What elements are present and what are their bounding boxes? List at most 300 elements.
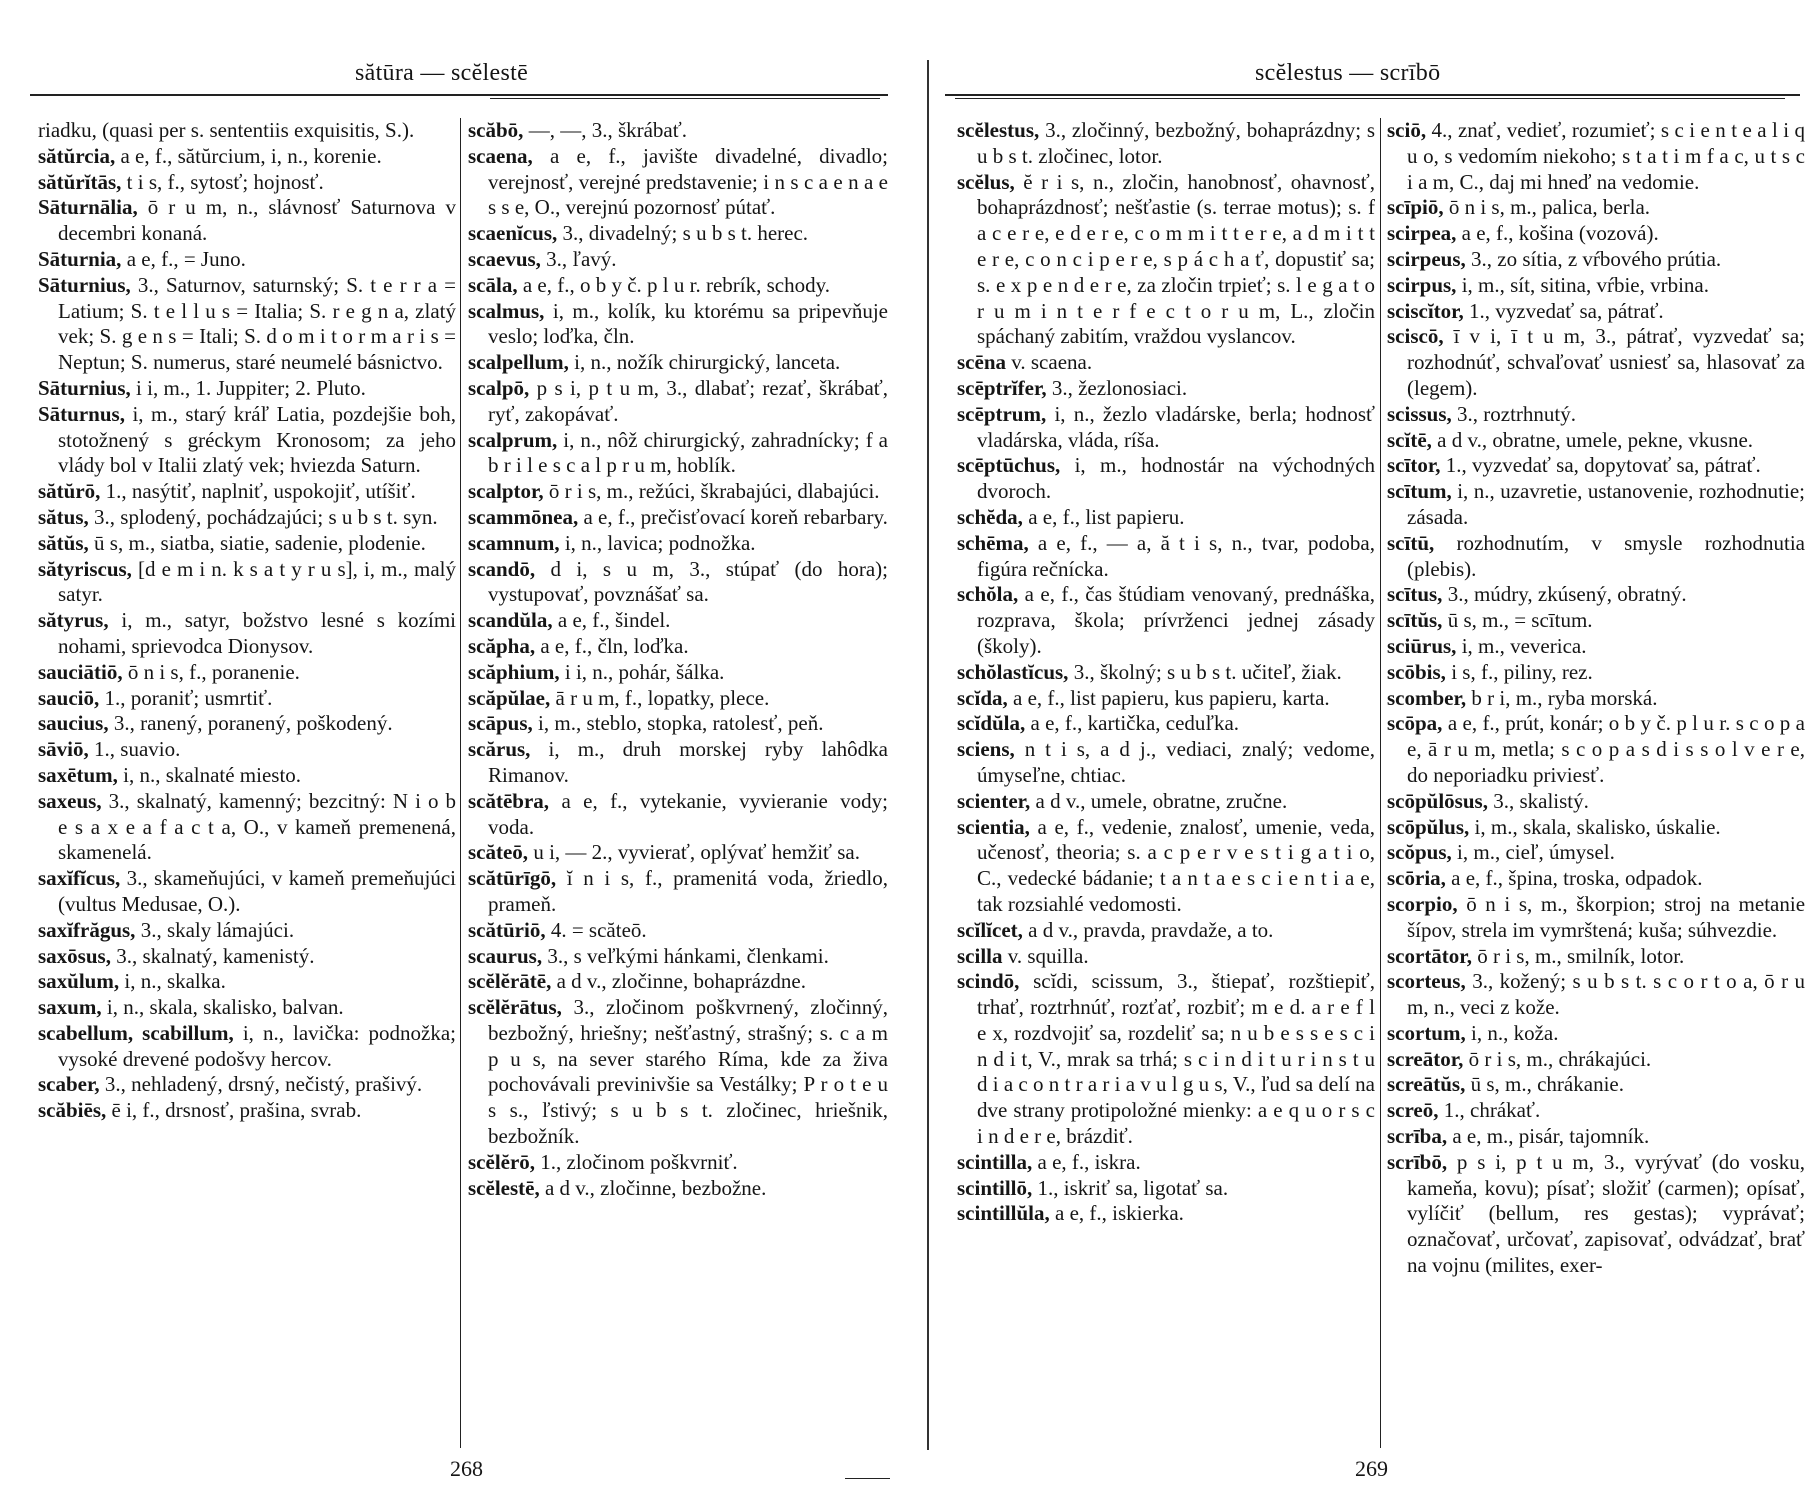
entry-headword: saxētum, [38,762,118,787]
entry-headword: scĭda, [957,685,1008,710]
entry-definition: ō r i s, m., chrákajúci. [1468,1046,1652,1071]
page-header: scĕlestus — scrībō [1255,60,1441,86]
dictionary-entry [38,118,456,144]
dictionary-entry [468,376,888,428]
dictionary-entry [38,1021,456,1073]
dictionary-entry [1387,479,1805,531]
dictionary-entry [1387,969,1805,1021]
entry-headword: scalptor, [468,479,544,504]
entry-definition: a d v., zločinne, bezbožne. [544,1175,767,1200]
entry-definition: ī v i, ī t u m, 3., pátrať, vyzvedať sa; rozhodnúť, schvaľovať usniesť sa, hlasovať za (legem). [1407,324,1805,400]
dictionary-entry [1387,247,1805,273]
entry-headword: scintillŭla, [957,1201,1050,1226]
entry-definition: 3., Saturnov, saturnský; S. t e r r a = Latium; S. t e l l u s = Italia; S. r e g n a, zlatý vek; S. g e n s = Itali; S. d o m i t o r m a r i s = Neptun; S. numerus, staré neumelé básnictvo. [58,272,456,375]
entry-headword: scĕlus, [957,169,1015,194]
entry-headword: sătus, [38,504,89,529]
entry-definition: u i, — 2., vyvierať, oplývať hemžiť sa. [533,840,860,865]
dictionary-entry [957,582,1375,659]
entry-definition: i, m., kolík, ku ktorému sa pripevňuje veslo; loďka, čln. [488,298,888,349]
entry-definition: i, n., skalnaté miesto. [123,762,302,787]
dictionary-entry [1387,402,1805,428]
entry-headword: scītor, [1387,453,1441,478]
entry-headword: scătūrīgō, [468,866,557,891]
header-rule [945,94,1800,96]
entry-headword: Sāturnius, [38,375,131,400]
dictionary-entry [468,479,888,505]
entry-headword: scītum, [1387,479,1452,504]
entry-definition: scĭdi, scissum, 3., štiepať, rozštiepiť, trhať, roztrhnúť, rozťať, rozbiť; m e d. a r e f l e x, rozdvojiť sa, rozdeliť sa; n u b e s s e s c i n d i t, V., mrak sa trhá; s c i n d i t u r i n s t u d i a c o n t r a r i a v u l g u s, V., ľud sa delí na dve strany protipoložné mienky: a e q u o r s c i n d e r e, brázdiť. [977,969,1375,1149]
entry-definition: 1., suavio. [94,737,181,762]
entry-definition: p s i, p t u m, 3., dlabať; rezať, škrábať, ryť, zakopávať. [488,375,888,426]
entry-headword: scorteus, [1387,969,1466,994]
entry-headword: scortātor, [1387,943,1472,968]
dictionary-entry [38,660,456,686]
dictionary-entry [957,686,1375,712]
entry-headword: scaurus, [468,943,543,968]
entry-definition: riadku, (quasi per s. sententiis exquisitis, S.). [38,118,415,142]
entry-headword: scōbis, [1387,659,1446,684]
dictionary-entry [38,1098,456,1124]
entry-definition: 3., ranený, poranený, poškodený. [113,711,393,736]
entry-headword: scĭdŭla, [957,711,1026,736]
dictionary-entry [38,944,456,970]
entry-headword: scărus, [468,737,531,762]
dictionary-entry [38,608,456,660]
entry-headword: saxŭlum, [38,969,120,994]
entry-headword: scaevus, [468,246,541,271]
dictionary-entry [957,531,1375,583]
entry-definition: 3., zo sítia, z vŕbového prútia. [1471,246,1722,271]
page-number: 269 [1355,1456,1388,1481]
entry-headword: scōpŭlōsus, [1387,788,1488,813]
entry-headword: scindō, [957,969,1020,994]
entry-definition: a e, f., prečisťovací koreň rebarbary. [583,504,888,529]
entry-definition: 1., poraniť; usmrtiť. [104,685,273,710]
dictionary-entry [38,376,456,402]
entry-headword: scătūriō, [468,917,546,942]
dictionary-entry [468,608,888,634]
entry-definition: a e, f., čas štúdiam venovaný, prednáška, rozprava, škola; prívrženci jednej zásady (školy). [977,582,1376,658]
dictionary-entry [1387,1021,1805,1047]
dictionary-entry [468,557,888,609]
dictionary-entry [957,660,1375,686]
entry-headword: screō, [1387,1098,1439,1123]
entry-definition: ū s, m., chrákanie. [1470,1072,1624,1097]
dictionary-entry [468,1150,888,1176]
entry-definition: t i s, f., sytosť; hojnosť. [126,169,324,194]
entry-headword: sătŭrō, [38,479,101,504]
entry-definition: a e, f., košina (vozová). [1461,221,1659,246]
entry-headword: scintilla, [957,1149,1033,1174]
dictionary-entry [468,531,888,557]
entry-definition: i, m., skala, skalisko, úskalie. [1474,814,1721,839]
entry-headword: sciens, [957,737,1015,762]
dictionary-entry [468,944,888,970]
entry-definition: i, m., cieľ, úmysel. [1457,840,1615,865]
entry-definition: v. squilla. [1007,943,1089,968]
column-right [468,118,888,1201]
entry-definition: 3., žezlonosiaci. [1051,375,1188,400]
entry-definition: a e, f., list papieru. [1028,504,1185,529]
dictionary-entry [468,969,888,995]
entry-definition: v. scaena. [1011,350,1093,375]
entry-headword: scaena, [468,143,533,168]
entry-headword: sătŭrĭtās, [38,169,122,194]
dictionary-entry [1387,1150,1805,1279]
dictionary-entry [38,247,456,273]
dictionary-entry [957,170,1375,351]
entry-headword: scăphium, [468,659,560,684]
entry-headword: saxĭfĭcus, [38,866,121,891]
header-rule-thin [490,98,880,99]
header-rule-thin [955,98,1785,99]
dictionary-entry [468,505,888,531]
entry-headword: scĭtē, [1387,427,1432,452]
entry-headword: scalpō, [468,375,530,400]
entry-headword: scalmus, [468,298,545,323]
dictionary-entry [38,866,456,918]
entry-definition: 3., zločinný, bezbožný, bohaprázdny; s u b s t. zločinec, lotor. [977,118,1375,168]
entry-definition: d i, s u m, 3., stúpať (do hora); vystupovať, povznášať sa. [488,556,888,607]
column-left [957,118,1375,1227]
dictionary-entry [468,789,888,841]
entry-headword: scĕlĕrō, [468,1149,536,1174]
dictionary-entry [1387,428,1805,454]
entry-definition: 4. = scăteō. [550,917,647,942]
dictionary-entry [957,402,1375,454]
entry-definition: 4., znať, vedieť, rozumieť; s c i e n t e a l i q u o, s vedomím niekoho; s t a t i m f a c, u t s c i a m, C., daj mi hneď na vedomie. [1407,118,1806,194]
entry-headword: saucius, [38,711,109,736]
entry-headword: scōpa, [1387,711,1443,736]
entry-headword: sciō, [1387,118,1427,142]
entry-definition: 3., skalnatý, kamenistý. [116,943,315,968]
entry-definition: i, n., nožík chirurgický, lanceta. [574,350,841,375]
dictionary-entry [957,815,1375,918]
entry-definition: i, m., starý kráľ Latia, pozdejšie boh, stotožnený s gréckym Kronosom; za jeho vlády bol v Italii zlatý vek; hviezda Saturn. [58,401,457,478]
entry-definition: 3., ľavý. [546,246,617,271]
entry-definition: 3., skalistý. [1493,788,1589,813]
entry-definition: a e, f., špina, troska, odpadok. [1451,866,1703,891]
entry-definition: i, n., lavica; podnožka. [564,530,756,555]
entry-definition: i i, m., 1. Juppiter; 2. Pluto. [136,375,366,400]
entry-definition: i, n., koža. [1470,1020,1559,1045]
entry-definition: 1., vyzvedať sa, dopytovať sa, pátrať. [1445,453,1761,478]
entry-definition: a d v., zločinne, bohaprázdne. [556,969,806,994]
entry-definition: ō n i s, f., poranenie. [127,659,300,684]
entry-headword: scirpea, [1387,221,1457,246]
entry-headword: scintillō, [957,1175,1033,1200]
dictionary-entry [957,711,1375,737]
dictionary-entry [468,866,888,918]
dictionary-entry [1387,1098,1805,1124]
dictionary-entry [957,1176,1375,1202]
book-gutter [927,60,929,1450]
dictionary-entry [468,711,888,737]
dictionary-entry [957,737,1375,789]
entry-definition: ō r i s, m., smilník, lotor. [1477,943,1685,968]
entry-headword: scătēbra, [468,788,550,813]
right-page [935,0,1810,1500]
dictionary-entry [1387,299,1805,325]
entry-definition: 3., skalnatý, kamenný; bezcitný: N i o b e s a x e a f a c t a, O., v kameň premenená, skamenelá. [58,788,456,865]
dictionary-entry [468,350,888,376]
entry-headword: scandō, [468,556,536,581]
entry-definition: i i, n., pohár, šálka. [564,659,725,684]
entry-headword: scītus, [1387,582,1443,607]
entry-headword: sătyrus, [38,608,109,633]
entry-definition: ĕ r i s, n., zločin, hanobnosť, ohavnosť, bohaprázdnosť; nešťastie (s. terrae motus); s. f a c e r e, e d e r e, c o m m i t t e r e, a d m i t t e r e, c o n c i p e r e, s p á c h a ť, dopustiť sa; s. e x p e n d e r e, za zločin trpieť; s. l e g a t o r u m i n t e r f e c t o r u m, L., zločin spáchaný zabitím, vraždou vyslancov. [977,169,1376,349]
dictionary-entry [1387,711,1805,788]
dictionary-entry [1387,815,1805,841]
entry-definition: rozhodnutím, v smysle rozhodnutia (plebis). [1407,530,1805,581]
dictionary-entry [38,170,456,196]
dictionary-entry [957,118,1375,170]
entry-headword: scalprum, [468,427,558,452]
entry-headword: sciscĭtor, [1387,298,1464,323]
entry-definition: i, n., uzavretie, ustanovenie, rozhodnutie; zásada. [1407,479,1805,529]
entry-definition: a e, f., čln, loďka. [540,633,689,658]
dictionary-entry [1387,582,1805,608]
entry-headword: scīpiō, [1387,195,1444,220]
dictionary-entry [38,686,456,712]
entry-definition: i, m., hodnostár na východných dvoroch. [977,453,1376,504]
entry-definition: ō r u m, n., slávnosť Saturnova v decembri konaná. [58,195,457,246]
entry-definition: a e, f., iskierka. [1055,1201,1184,1226]
dictionary-entry [468,995,888,1150]
entry-definition: ū s, m., = scītum. [1447,608,1593,633]
page-header: sătūra — scĕlestē [355,60,529,86]
entry-definition: 1., nasýtiť, naplniť, uspokojiť, utíšiť. [105,479,416,504]
entry-definition: 3., s veľkými hánkami, členkami. [547,943,829,968]
dictionary-entry [1387,660,1805,686]
entry-headword: sauciō, [38,685,100,710]
entry-definition: 3., zločinom poškvrnený, zločinný, bezbožný, hriešny; nešťastný, strašný; s. c a m p u s, na sever starého Ríma, kde za živa pochovávali previnivšie sa Vestálky; P r o t e u s s., ľstivý; s u b s t. zločinec, hriešnik, bezbožník. [488,995,888,1149]
entry-definition: a e, m., pisár, tajomník. [1452,1124,1650,1149]
dictionary-entry [1387,324,1805,401]
entry-headword: scienter, [957,788,1031,813]
entry-headword: scītŭs, [1387,608,1443,633]
entry-headword: schēma, [957,530,1029,555]
entry-definition: i, m., druh morskej ryby lahôdka Rimanov. [488,737,888,787]
entry-headword: scaber, [38,1072,100,1097]
dictionary-entry [38,711,456,737]
entry-definition: i s, f., piliny, rez. [1451,659,1593,684]
entry-headword: scĕlĕrātus, [468,995,562,1020]
entry-headword: scăteō, [468,840,529,865]
entry-headword: sătŭrcia, [38,143,116,168]
dictionary-entry [38,479,456,505]
dictionary-entry [38,273,456,376]
entry-headword: scĭlĭcet, [957,917,1023,942]
entry-definition: —, —, 3., škrábať. [528,118,687,142]
entry-definition: ō n i s, m., palica, berla. [1448,195,1651,220]
entry-definition: a d v., pravda, pravdaže, a to. [1028,917,1274,942]
entry-headword: scĕlĕrātē, [468,969,552,994]
entry-definition: ē i, f., drsnosť, prašina, svrab. [111,1098,362,1123]
entry-headword: scăpŭlae, [468,685,551,710]
entry-headword: schŏlastĭcus, [957,659,1069,684]
dictionary-entry [1387,944,1805,970]
entry-headword: scāpus, [468,711,533,736]
entry-definition: i, m., sít, sitina, vŕbie, vrbina. [1461,272,1709,297]
entry-headword: scammōnea, [468,504,579,529]
entry-headword: scēptrĭfer, [957,375,1047,400]
entry-definition: i, n., nôž chirurgický, zahradnícky; f a b r i l e s c a l p r u m, hoblík. [488,427,889,478]
entry-definition: a e, f., javište divadelné, divadlo; verejnosť, verejné predstavenie; i n s c a e n a e s s e, O., verejnú pozornosť pútať. [488,143,888,220]
entry-definition: i, m., satyr, božstvo lesné s kozími nohami, sprievodca Dionysov. [58,608,457,658]
dictionary-entry [468,1176,888,1202]
entry-definition: 1., vyzvedať sa, pátrať. [1469,298,1664,323]
entry-headword: sciscō, [1387,324,1444,349]
dictionary-entry [38,195,456,247]
entry-definition: i, n., skalka. [124,969,226,994]
entry-definition: a e, f., kartička, ceduľka. [1030,711,1240,736]
dictionary-entry [957,505,1375,531]
entry-definition: ā r u m, f., lopatky, plece. [555,685,770,710]
entry-definition: a e, f., — a, ă t i s, n., tvar, podoba, figúra rečnícka. [977,530,1376,581]
entry-headword: sătyriscus, [38,556,132,581]
entry-definition: a e, f., prút, konár; o b y č. p l u r. s c o p a e, ā r u m, metla; s c o p a s d i s s o l v e r e, do neporiadku priviesť. [1407,711,1805,787]
entry-headword: scortum, [1387,1020,1466,1045]
entry-definition: 1., chrákať. [1443,1098,1541,1123]
entry-definition: 3., kožený; s u b s t. s c o r t o a, ō r u m, n., veci z kože. [1407,969,1806,1020]
entry-headword: scĕlestē, [468,1175,540,1200]
entry-headword: sāviō, [38,737,89,762]
left-page [0,0,895,1500]
dictionary-entry [1387,840,1805,866]
dictionary-entry [38,505,456,531]
entry-definition: a e, f., vedenie, znalosť, umenie, veda, učenosť, theoria; s. a c p e r v e s t i g a t i o, C., vedecké bádanie; t a n t a e s c i e n t i a e, tak rozsiahlé vedomosti. [977,814,1375,916]
dictionary-entry [957,350,1375,376]
dictionary-entry [1387,892,1805,944]
dictionary-entry [468,686,888,712]
dictionary-entry [38,144,456,170]
footer-mark [845,1478,890,1479]
entry-headword: scaenĭcus, [468,221,558,246]
entry-headword: scōria, [1387,866,1446,891]
dictionary-entry [1387,1072,1805,1098]
dictionary-entry [38,995,456,1021]
entry-definition: 1., zločinom poškvrniť. [540,1149,738,1174]
dictionary-entry [468,247,888,273]
entry-headword: saxeus, [38,788,102,813]
entry-headword: scomber, [1387,685,1467,710]
entry-headword: scissus, [1387,401,1452,426]
dictionary-entry [1387,634,1805,660]
dictionary-entry [1387,608,1805,634]
column-divider [460,118,461,1448]
entry-headword: scăbō, [468,118,524,142]
dictionary-entry [468,221,888,247]
entry-definition: ū s, m., siatba, siatie, sadenie, plodenie. [94,530,426,555]
entry-definition: ĭ n i s, f., pramenitá voda, žriedlo, prameň. [488,866,888,916]
entry-definition: i, n., lavička: podnožka; vysoké drevené podošvy hercov. [58,1020,457,1071]
dictionary-entry [38,1072,456,1098]
column-left [38,118,456,1124]
entry-headword: sauciātiō, [38,659,123,684]
entry-definition: a e, f., = Juno. [126,246,246,271]
entry-definition: a e, f., o b y č. p l u r. rebrík, schody. [522,272,830,297]
dictionary-entry [957,918,1375,944]
entry-definition: a e, f., list papieru, kus papieru, karta. [1013,685,1330,710]
dictionary-entry [1387,531,1805,583]
entry-headword: scăpha, [468,633,536,658]
dictionary-entry [38,918,456,944]
column-divider [1380,118,1381,1448]
entry-definition: i, m., steblo, stopka, ratolesť, peň. [538,711,824,736]
entry-headword: scorpio, [1387,891,1458,916]
dictionary-entry [38,789,456,866]
entry-definition: n t i s, a d j., vediaci, znalý; vedome, úmyseľne, chtiac. [977,737,1376,787]
entry-headword: Sāturnia, [38,246,122,271]
entry-headword: screātŭs, [1387,1072,1466,1097]
entry-headword: scrībō, [1387,1149,1448,1174]
entry-headword: scēptrum, [957,401,1047,426]
entry-headword: saxum, [38,995,102,1020]
entry-definition: i, n., žezlo vladárske, berla; hodnosť vladárska, vláda, ríša. [977,401,1375,452]
dictionary-entry [38,402,456,479]
entry-headword: scabellum, scabillum, [38,1020,234,1045]
entry-definition: [d e m i n. k s a t y r u s], i, m., malý satyr. [58,556,456,607]
dictionary-entry [1387,789,1805,815]
dictionary-entry [38,531,456,557]
entry-headword: screātor, [1387,1046,1464,1071]
entry-definition: 3., splodený, pochádzajúci; s u b s t. syn. [94,504,438,529]
dictionary-entry [957,376,1375,402]
entry-definition: a d v., obratne, umele, pekne, vkusne. [1437,427,1754,452]
entry-headword: scandŭla, [468,608,553,633]
entry-headword: sciūrus, [1387,633,1457,658]
dictionary-entry [1387,1047,1805,1073]
entry-headword: scēptūchus, [957,453,1061,478]
entry-headword: scirpus, [1387,272,1457,297]
dictionary-entry [1387,221,1805,247]
dictionary-entry [957,969,1375,1150]
dictionary-entry [38,557,456,609]
entry-definition: b r i, m., ryba morská. [1471,685,1658,710]
entry-headword: scĕlestus, [957,118,1040,142]
entry-definition: 3., skaly lámajúci. [140,917,295,942]
entry-headword: schŏla, [957,582,1019,607]
entry-definition: a e, f., iskra. [1037,1149,1141,1174]
dictionary-entry [957,1150,1375,1176]
dictionary-entry [468,840,888,866]
dictionary-entry [957,789,1375,815]
entry-definition: i, n., skala, skalisko, balvan. [106,995,344,1020]
entry-definition: a e, f., šindel. [557,608,671,633]
entry-definition: i, m., veverica. [1461,633,1587,658]
entry-headword: Sāturnius, [38,272,131,297]
entry-definition: 3., divadelný; s u b s t. herec. [562,221,809,246]
entry-headword: scirpeus, [1387,246,1466,271]
column-right [1387,118,1805,1279]
dictionary-entry [468,118,888,144]
entry-definition: ō r i s, m., režúci, škrabajúci, dlabajúci. [548,479,880,504]
entry-definition: 1., iskriť sa, ligotať sa. [1037,1175,1229,1200]
entry-headword: scāla, [468,272,518,297]
entry-headword: scōpŭlus, [1387,814,1470,839]
entry-headword: scăbiēs, [38,1098,107,1123]
entry-definition: a e, f., sătŭrcium, i, n., korenie. [120,143,382,168]
entry-headword: Sāturnālia, [38,195,138,220]
dictionary-entry [468,660,888,686]
dictionary-entry [468,144,888,221]
entry-headword: saxĭfrăgus, [38,917,136,942]
dictionary-entry [1387,453,1805,479]
dictionary-entry [38,763,456,789]
dictionary-entry [1387,195,1805,221]
dictionary-entry [468,737,888,789]
